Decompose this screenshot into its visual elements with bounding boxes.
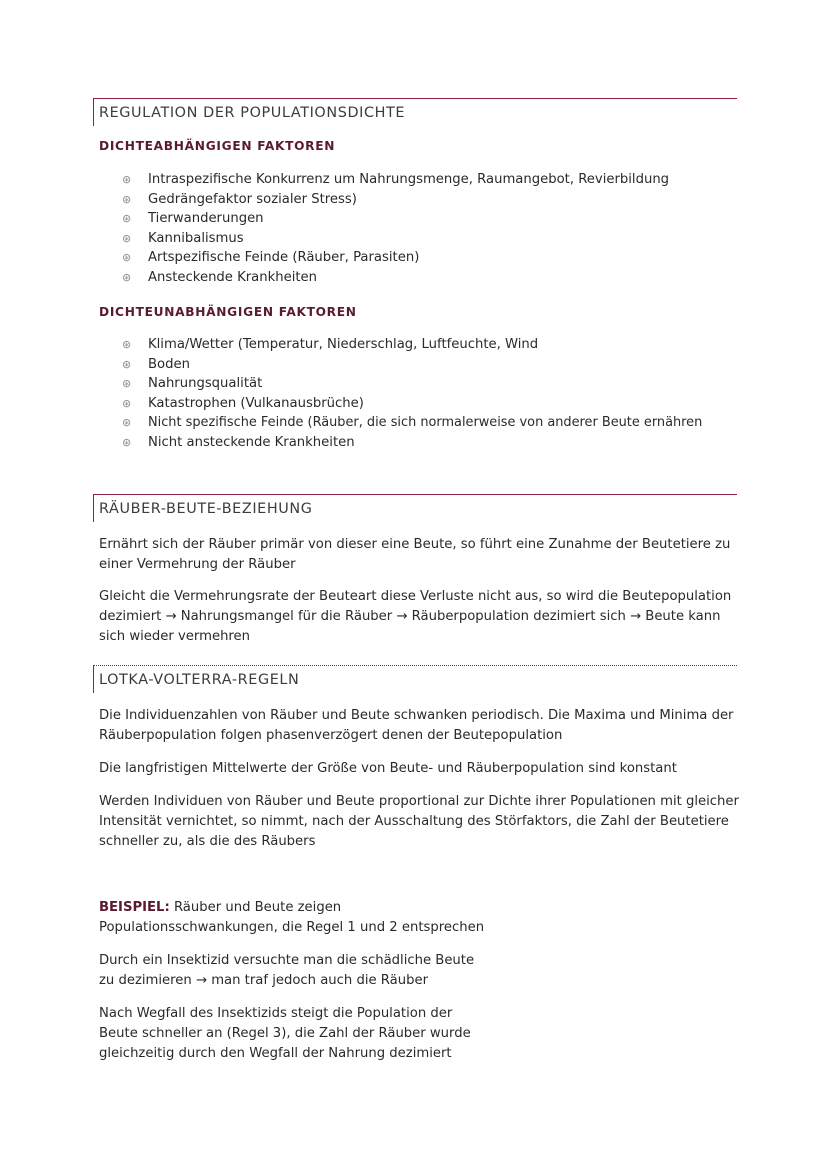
list-independent-factors bbox=[122, 335, 702, 453]
bullet-icon: ⊛ bbox=[122, 435, 132, 449]
paragraph-lotka-3: Werden Individuen von Räuber und Beute proportional zur Dichte ihrer Populationen mit gleicher Intensität vernichtet, so nimmt, nach der Ausschaltung des Störfaktors, die Zahl der Beutetiere schneller zu, als die des Räubers bbox=[99, 794, 739, 849]
subheading-independent-factors: DICHTEUNABHÄNGIGEN FAKTOREN bbox=[99, 305, 357, 319]
subheading-dependent-factors: DICHTEABHÄNGIGEN FAKTOREN bbox=[99, 139, 336, 153]
list-item: ⊛ Gedrängefaktor sozialer Stress) bbox=[122, 190, 669, 210]
bullet-icon: ⊛ bbox=[122, 173, 132, 186]
section-header-regulation bbox=[93, 98, 737, 126]
bullet-icon: ⊛ bbox=[122, 377, 132, 391]
list-item: ⊛ Boden bbox=[122, 355, 702, 375]
paragraph-lotka-1: Die Individuenzahlen von Räuber und Beute schwanken periodisch. Die Maxima und Minima der Räuberpopulation folgen phasenverzögert denen der Beutepopulation bbox=[99, 708, 734, 743]
bullet-icon: ⊛ bbox=[122, 396, 132, 410]
list-item: ⊛ Ansteckende Krankheiten bbox=[122, 268, 669, 288]
paragraph-example-3: Nach Wegfall des Insektizids steigt die Population der Beute schneller an (Regel 3), die Zahl der Räuber wurde gleichzeitig durch den Wegfall der Nahrung dezimiert bbox=[99, 1006, 471, 1061]
bullet-icon: ⊛ bbox=[122, 357, 132, 371]
bullet-icon: ⊛ bbox=[122, 192, 132, 206]
paragraph-predator-prey-1: Ernährt sich der Räuber primär von dieser eine Beute, so führt eine Zunahme der Beutetiere zu einer Vermehrung der Räuber bbox=[99, 537, 731, 572]
section-header-predator-prey bbox=[93, 494, 737, 522]
paragraph-lotka-2: Die langfristigen Mittelwerte der Größe von Beute- und Räuberpopulation sind konstant bbox=[99, 761, 677, 776]
bullet-icon: ⊛ bbox=[122, 251, 132, 265]
paragraph-example-1: BEISPIEL: Räuber und Beute zeigen Populationsschwankungen, die Regel 1 und 2 entsprechen bbox=[99, 900, 485, 935]
bullet-icon: ⊛ bbox=[122, 416, 132, 430]
bullet-icon: ⊛ bbox=[122, 231, 132, 245]
list-item: ⊛ Kannibalismus bbox=[122, 229, 669, 249]
list-item: ⊛ Tierwanderungen bbox=[122, 209, 669, 229]
list-item: ⊛ Katastrophen (Vulkanausbrüche) bbox=[122, 394, 702, 414]
list-item: ⊛ Nicht ansteckende Krankheiten bbox=[122, 433, 702, 453]
section-title-lotka-volterra: LOTKA-VOLTERRA-REGELN bbox=[99, 672, 300, 688]
example-label: BEISPIEL: bbox=[99, 900, 170, 915]
section-title-predator-prey: RÄUBER-BEUTE-BEZIEHUNG bbox=[99, 501, 313, 517]
section-header-lotka-volterra bbox=[93, 665, 737, 693]
paragraph-example-2: Durch ein Insektizid versuchte man die schädliche Beute zu dezimieren → man traf jedoch auch die Räuber bbox=[99, 953, 475, 988]
bullet-icon: ⊛ bbox=[122, 212, 132, 226]
list-item: ⊛ Klima/Wetter (Temperatur, Niederschlag, Luftfeuchte, Wind bbox=[122, 335, 702, 355]
bullet-icon: ⊛ bbox=[122, 270, 132, 284]
section-title-regulation: REGULATION DER POPULATIONSDICHTE bbox=[99, 105, 406, 121]
bullet-icon: ⊛ bbox=[122, 338, 132, 351]
list-item: ⊛ Nicht spezifische Feinde (Räuber, die sich normalerweise von anderer Beute ernähren bbox=[122, 413, 702, 433]
list-item: ⊛ Nahrungsqualität bbox=[122, 374, 702, 394]
list-item: ⊛ Artspezifische Feinde (Räuber, Parasiten) bbox=[122, 248, 669, 268]
list-dependent-factors bbox=[122, 170, 669, 288]
paragraph-predator-prey-2: Gleicht die Vermehrungsrate der Beuteart diese Verluste nicht aus, so wird die Beutepopulation dezimiert → Nahrungsmangel für die Räuber → Räuberpopulation dezimiert sich → Beute kann sich wieder vermehren bbox=[99, 589, 732, 644]
list-item: ⊛ Intraspezifische Konkurrenz um Nahrungsmenge, Raumangebot, Revierbildung bbox=[122, 170, 669, 190]
